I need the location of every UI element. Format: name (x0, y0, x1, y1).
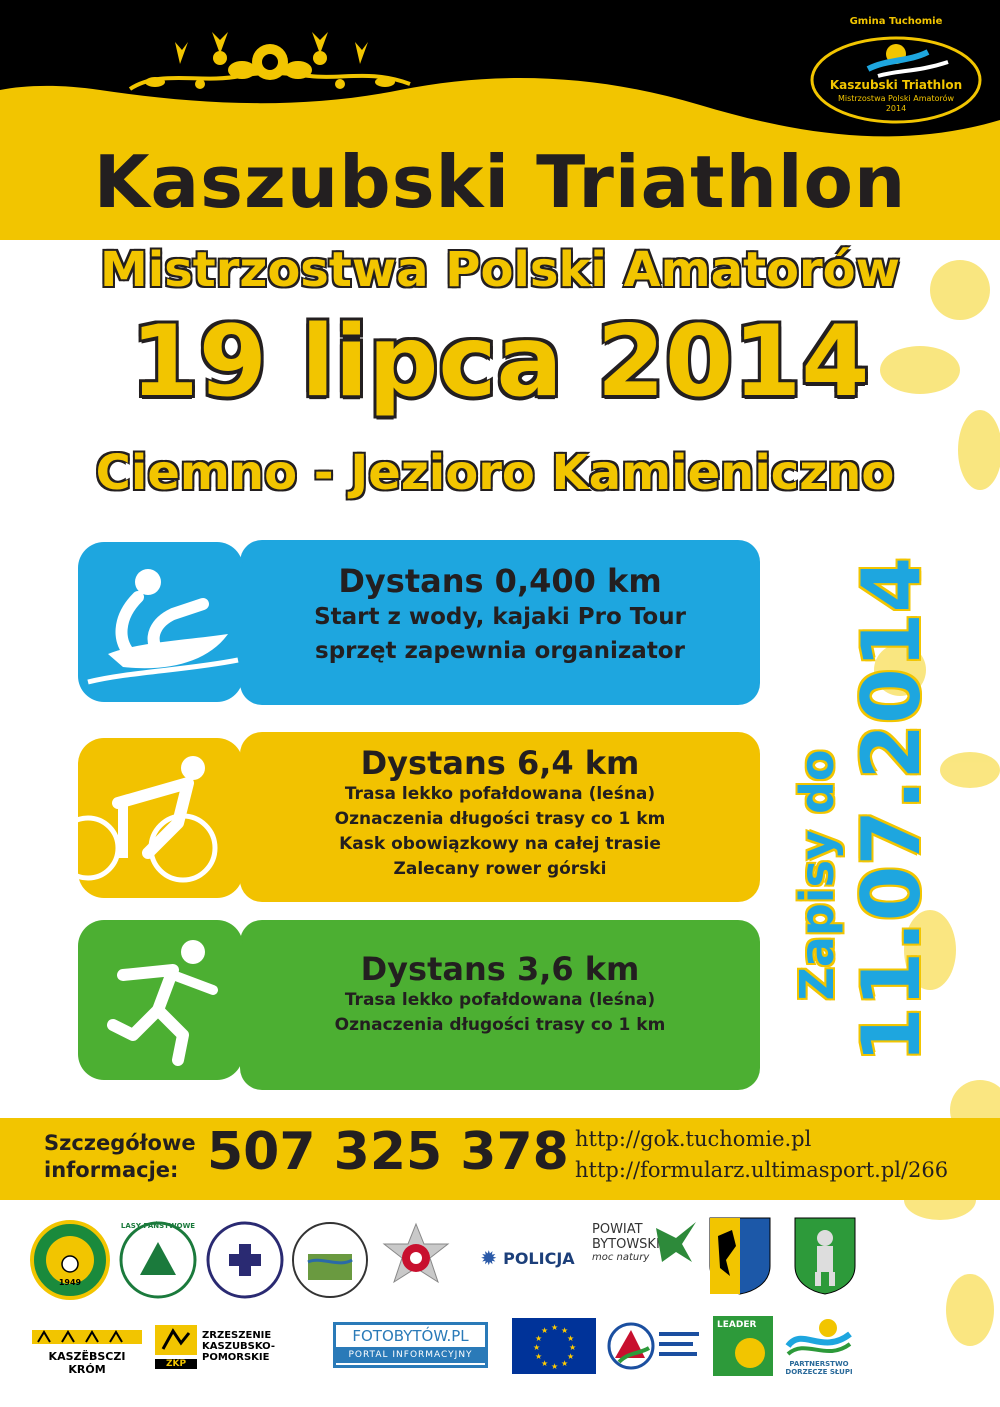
zkp-emblem (155, 1325, 197, 1367)
event-title: Kaszubski Triathlon (93, 140, 907, 224)
svg-text:★: ★ (561, 1359, 569, 1368)
info-label-line2: informacje: (44, 1158, 179, 1182)
fotobytow-line2: PORTAL INFORMACYJNY (336, 1347, 485, 1363)
panel-kayak-line: Start z wody, kajaki Pro Tour (314, 604, 686, 630)
registration-deadline (770, 545, 980, 1065)
leader-emblem-icon (735, 1338, 765, 1368)
deadline-label: Zapisy do (790, 749, 844, 1001)
fotobytow-line1: FOTOBYTÓW.PL (352, 1327, 469, 1345)
phone-number: 507 325 378 (207, 1122, 569, 1182)
panel-running-line: Oznaczenia długości trasy co 1 km (334, 1015, 666, 1035)
svg-text:★: ★ (567, 1352, 575, 1361)
panel-cycling-text (250, 744, 750, 882)
svg-text:★: ★ (551, 1362, 559, 1371)
svg-text:★: ★ (567, 1334, 575, 1343)
powiat-bytowski-logo (592, 1222, 700, 1292)
panel-kayak-line: sprzęt zapewnia organizator (315, 638, 685, 664)
powiat-line1: POWIAT (592, 1222, 643, 1237)
partnerstwo-line1: PARTNERSTWO (789, 1360, 849, 1368)
kaszebsczi-krom-logo (32, 1328, 142, 1376)
prow-logo (605, 1318, 705, 1374)
logo-sub: Mistrzostwa Polski Amatorów (837, 94, 955, 103)
partnerstwo-line2: DORZECZE SŁUPI (785, 1368, 853, 1376)
partnerstwo-logo (782, 1316, 856, 1382)
leader-logo (713, 1316, 773, 1376)
panel-kayak-distance: Dystans 0,400 km (338, 562, 662, 600)
leader-text: LEADER (717, 1320, 757, 1330)
zkp-line2: KASZUBSKO-POMORSKIE (202, 1341, 276, 1363)
svg-text:★: ★ (561, 1326, 569, 1335)
kayak-icon (78, 542, 243, 702)
eu-flag (512, 1318, 596, 1374)
svg-text:★: ★ (541, 1359, 549, 1368)
svg-text:★: ★ (535, 1352, 543, 1361)
wopr-logo (205, 1220, 285, 1300)
zkp-abbr: ZKP (155, 1359, 197, 1369)
lasy-text: LASY PAŃSTWOWE (120, 1222, 196, 1230)
gmina-tuchomie-emblem (30, 1220, 110, 1300)
url-registration[interactable]: http://formularz.ultimasport.pl/266 (575, 1158, 949, 1182)
panel-cycling-line: Kask obowiązkowy na całej trasie (339, 834, 661, 854)
deadline-date: 11.07.2014 (845, 556, 938, 1064)
svg-text:★: ★ (551, 1323, 559, 1332)
fire-brigade-logo (378, 1220, 454, 1300)
triathlon-logo (808, 14, 984, 126)
zkp-line1: ZRZESZENIE (202, 1330, 272, 1341)
svg-text:★: ★ (569, 1343, 577, 1352)
powiat-line2: BYTOWSKI (592, 1237, 660, 1252)
panel-running-distance: Dystans 3,6 km (360, 950, 640, 988)
info-label-line1: Szczegółowe (44, 1131, 196, 1155)
eagle-icon (652, 1218, 700, 1268)
coat-of-arms-griffin (708, 1216, 772, 1296)
policja-logo (470, 1238, 585, 1278)
event-subtitle: Mistrzostwa Polski Amatorów (99, 242, 900, 298)
powiat-tagline: moc natury (592, 1252, 650, 1263)
panel-cycling-line: Trasa lekko pofałdowana (leśna) (344, 784, 656, 804)
svg-text:★: ★ (535, 1334, 543, 1343)
event-date: 19 lipca 2014 (130, 305, 870, 419)
info-label (44, 1130, 196, 1184)
folk-ornament (120, 14, 420, 104)
panel-running-line: Trasa lekko pofałdowana (leśna) (344, 990, 656, 1010)
lasy-panstwowe-logo (118, 1220, 198, 1300)
url-gok[interactable]: http://gok.tuchomie.pl (575, 1127, 812, 1151)
cycling-icon (78, 738, 243, 898)
zkp-name (202, 1330, 322, 1364)
policja-text: POLICJA (503, 1248, 575, 1268)
panel-cycling-distance: Dystans 6,4 km (360, 744, 640, 782)
svg-text:★: ★ (541, 1326, 549, 1335)
panel-cycling-line: Oznaczenia długości trasy co 1 km (334, 809, 666, 829)
logo-top-text: Gmina Tuchomie (849, 16, 943, 27)
police-star-icon: ✹ (480, 1246, 498, 1270)
kaszebsczi-text: KASZËBSCZI KRÓM (48, 1350, 126, 1376)
panel-kayak-text (250, 562, 750, 668)
panel-cycling-line: Zalecany rower górski (393, 859, 607, 879)
panel-running-text (250, 950, 750, 1038)
logo-year: 2014 (885, 104, 907, 113)
coat-of-arms-knight (793, 1216, 857, 1296)
tuchomie-year: 1949 (58, 1278, 82, 1287)
nadlesnictwo-logo (290, 1220, 370, 1300)
logo-name: Kaszubski Triathlon (829, 78, 963, 92)
event-place: Ciemno - Jezioro Kamieniczno (95, 445, 895, 501)
svg-text:★: ★ (533, 1343, 541, 1352)
fotobytow-logo (333, 1322, 488, 1368)
running-icon (78, 920, 243, 1080)
